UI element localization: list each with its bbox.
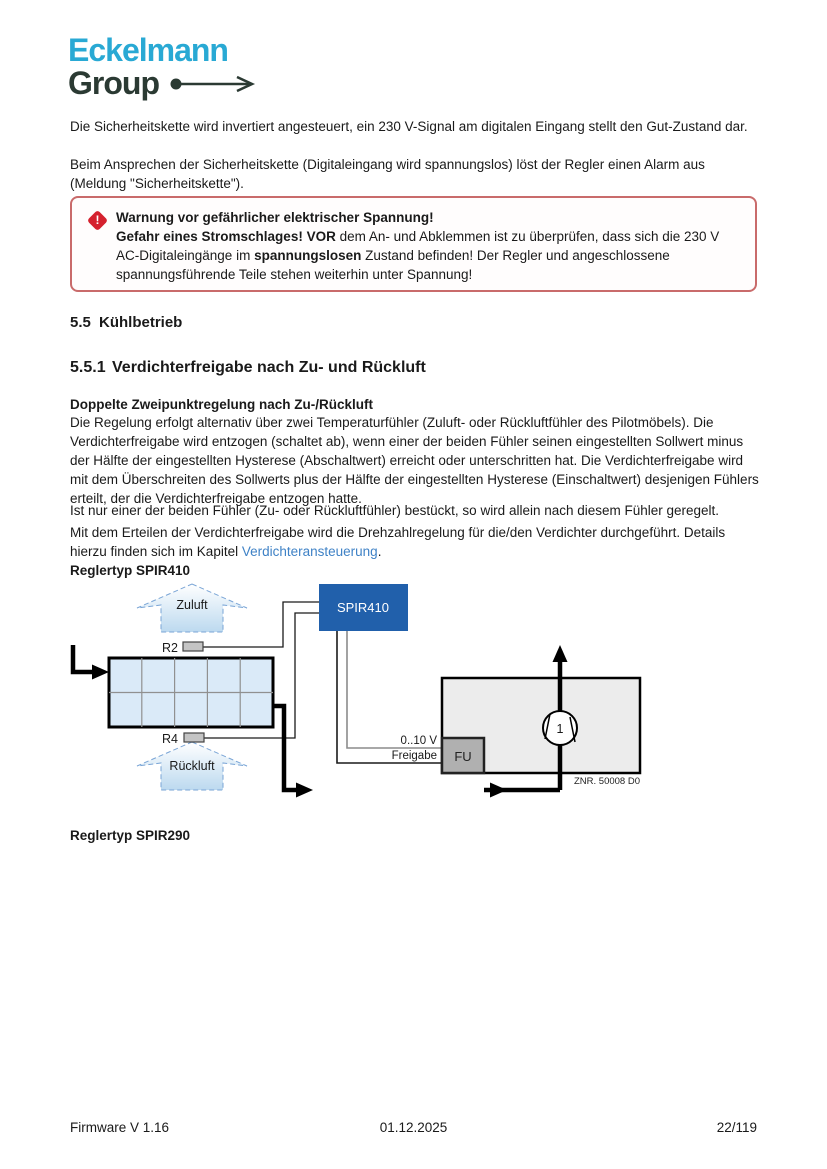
spir410-diagram — [60, 578, 660, 813]
logo-arrow-icon — [169, 67, 257, 99]
suction-arrowhead-icon — [490, 783, 507, 798]
warning-icon: ! — [87, 210, 108, 231]
paragraph-3-text: Mit dem Erteilen der Verdichterfreigabe wird die Drehzahlregelung für die/den Verdichter durchgeführt. Details hierzu finden sich im Kapitel — [70, 525, 726, 559]
zuluft-label: Zuluft — [176, 598, 208, 612]
sensor-r2 — [183, 642, 203, 651]
paragraph-3-period: . — [377, 544, 382, 559]
section-number: 5.5 — [70, 314, 91, 331]
inlet-pipe — [73, 645, 93, 672]
spir410-box-label: SPIR410 — [336, 600, 390, 615]
figure-2-caption: Reglertyp SPIR290 — [70, 828, 191, 843]
wire-0-10v — [347, 631, 442, 748]
figure-1-caption: Reglertyp SPIR410 — [70, 563, 191, 578]
warning-bold-1: Gefahr eines Stromschlages! VOR — [116, 229, 336, 244]
warning-bold-2: spannungslosen — [254, 248, 362, 263]
rueckluft-label: Rückluft — [169, 759, 215, 773]
content-subheading: Doppelte Zweipunktregelung nach Zu-/Rückluft — [70, 397, 374, 412]
warning-regular-2: Zustand befinden! Der Regler und angeschlossene spannungsführende Teile stehen weiterhin unter Spannung! — [116, 248, 670, 282]
drawing-number: ZNR. 50008 D0 — [573, 776, 640, 787]
signal-0-10v-label: 0..10 V — [400, 735, 437, 747]
compressor-number: 1 — [556, 722, 564, 736]
warning-title: Warnung vor gefährlicher elektrischer Spannung! — [116, 210, 434, 225]
outlet-arrowhead-icon — [296, 783, 313, 798]
sensor-r4-label: R4 — [162, 732, 178, 746]
warning-box — [70, 196, 757, 292]
sensor-r2-label: R2 — [162, 641, 178, 655]
subsection-number: 5.5.1 — [70, 359, 106, 376]
inlet-arrowhead-icon — [92, 665, 109, 680]
subsection-title: Verdichterfreigabe nach Zu- und Rückluft — [112, 359, 426, 376]
warning-regular-1: dem An- und Abklemmen ist zu überprüfen, dass sich die 230 V AC-Digitaleingänge im — [116, 229, 720, 263]
logo-wordmark-bottom: Group — [68, 65, 159, 101]
content-paragraph-1: Die Regelung erfolgt alternativ über zwei Temperaturfühler (Zuluft- oder Rückluftfühler des Pilotmöbels). Die Verdichterfreigabe wird entzogen (schaltet ab), wenn einer der beiden Fühler seinen eingestellten Sollwert minus der Hälfte der eingestellten Hysterese (Abschaltwert) erreicht oder unterschritten hat. Die Verdichterfreigabe wird mit dem Überschreiten des Sollwerts plus der Hälfte der eingestellten Hysterese (Einschaltwert) desjenigen Fühlers erteilt, der die Verdichterfreigabe entzogen hatte. — [70, 415, 759, 506]
logo-wordmark-top: Eckelmann — [68, 32, 228, 68]
section-heading-5-5-1 — [70, 359, 426, 377]
section-title: Kühlbetrieb — [99, 314, 183, 331]
footer-page-number: 22/119 — [716, 1120, 757, 1135]
sensor-r4 — [184, 733, 204, 742]
freigabe-label: Freigabe — [391, 750, 437, 762]
footer-firmware: Firmware V 1.16 — [70, 1120, 170, 1135]
content-paragraph-3 — [70, 523, 762, 561]
paragraph-sicherheitskette-1: Die Sicherheitskette wird invertiert angesteuert, ein 230 V-Signal am digitalen Eingang stellt den Gut-Zustand dar. — [70, 119, 748, 134]
outlet-pipe — [273, 706, 297, 790]
company-logo — [68, 34, 257, 99]
paragraph-sicherheitskette-2: Beim Ansprechen der Sicherheitskette (Digitaleingang wird spannungslos) löst der Regler einen Alarm aus (Meldung "Sicherheitskette"). — [70, 157, 705, 191]
footer-date: 01.12.2025 — [379, 1120, 448, 1135]
warning-text — [116, 208, 741, 284]
content-paragraph-2: Ist nur einer der beiden Fühler (Zu- oder Rückluftfühler) bestückt, so wird allein nach diesem Fühler geregelt. — [70, 503, 720, 518]
fu-label: FU — [454, 749, 472, 764]
discharge-arrowhead-icon — [553, 645, 568, 662]
verdichteransteuerung-link[interactable]: Verdichteransteuerung — [241, 544, 378, 559]
section-heading-5-5 — [70, 314, 182, 331]
